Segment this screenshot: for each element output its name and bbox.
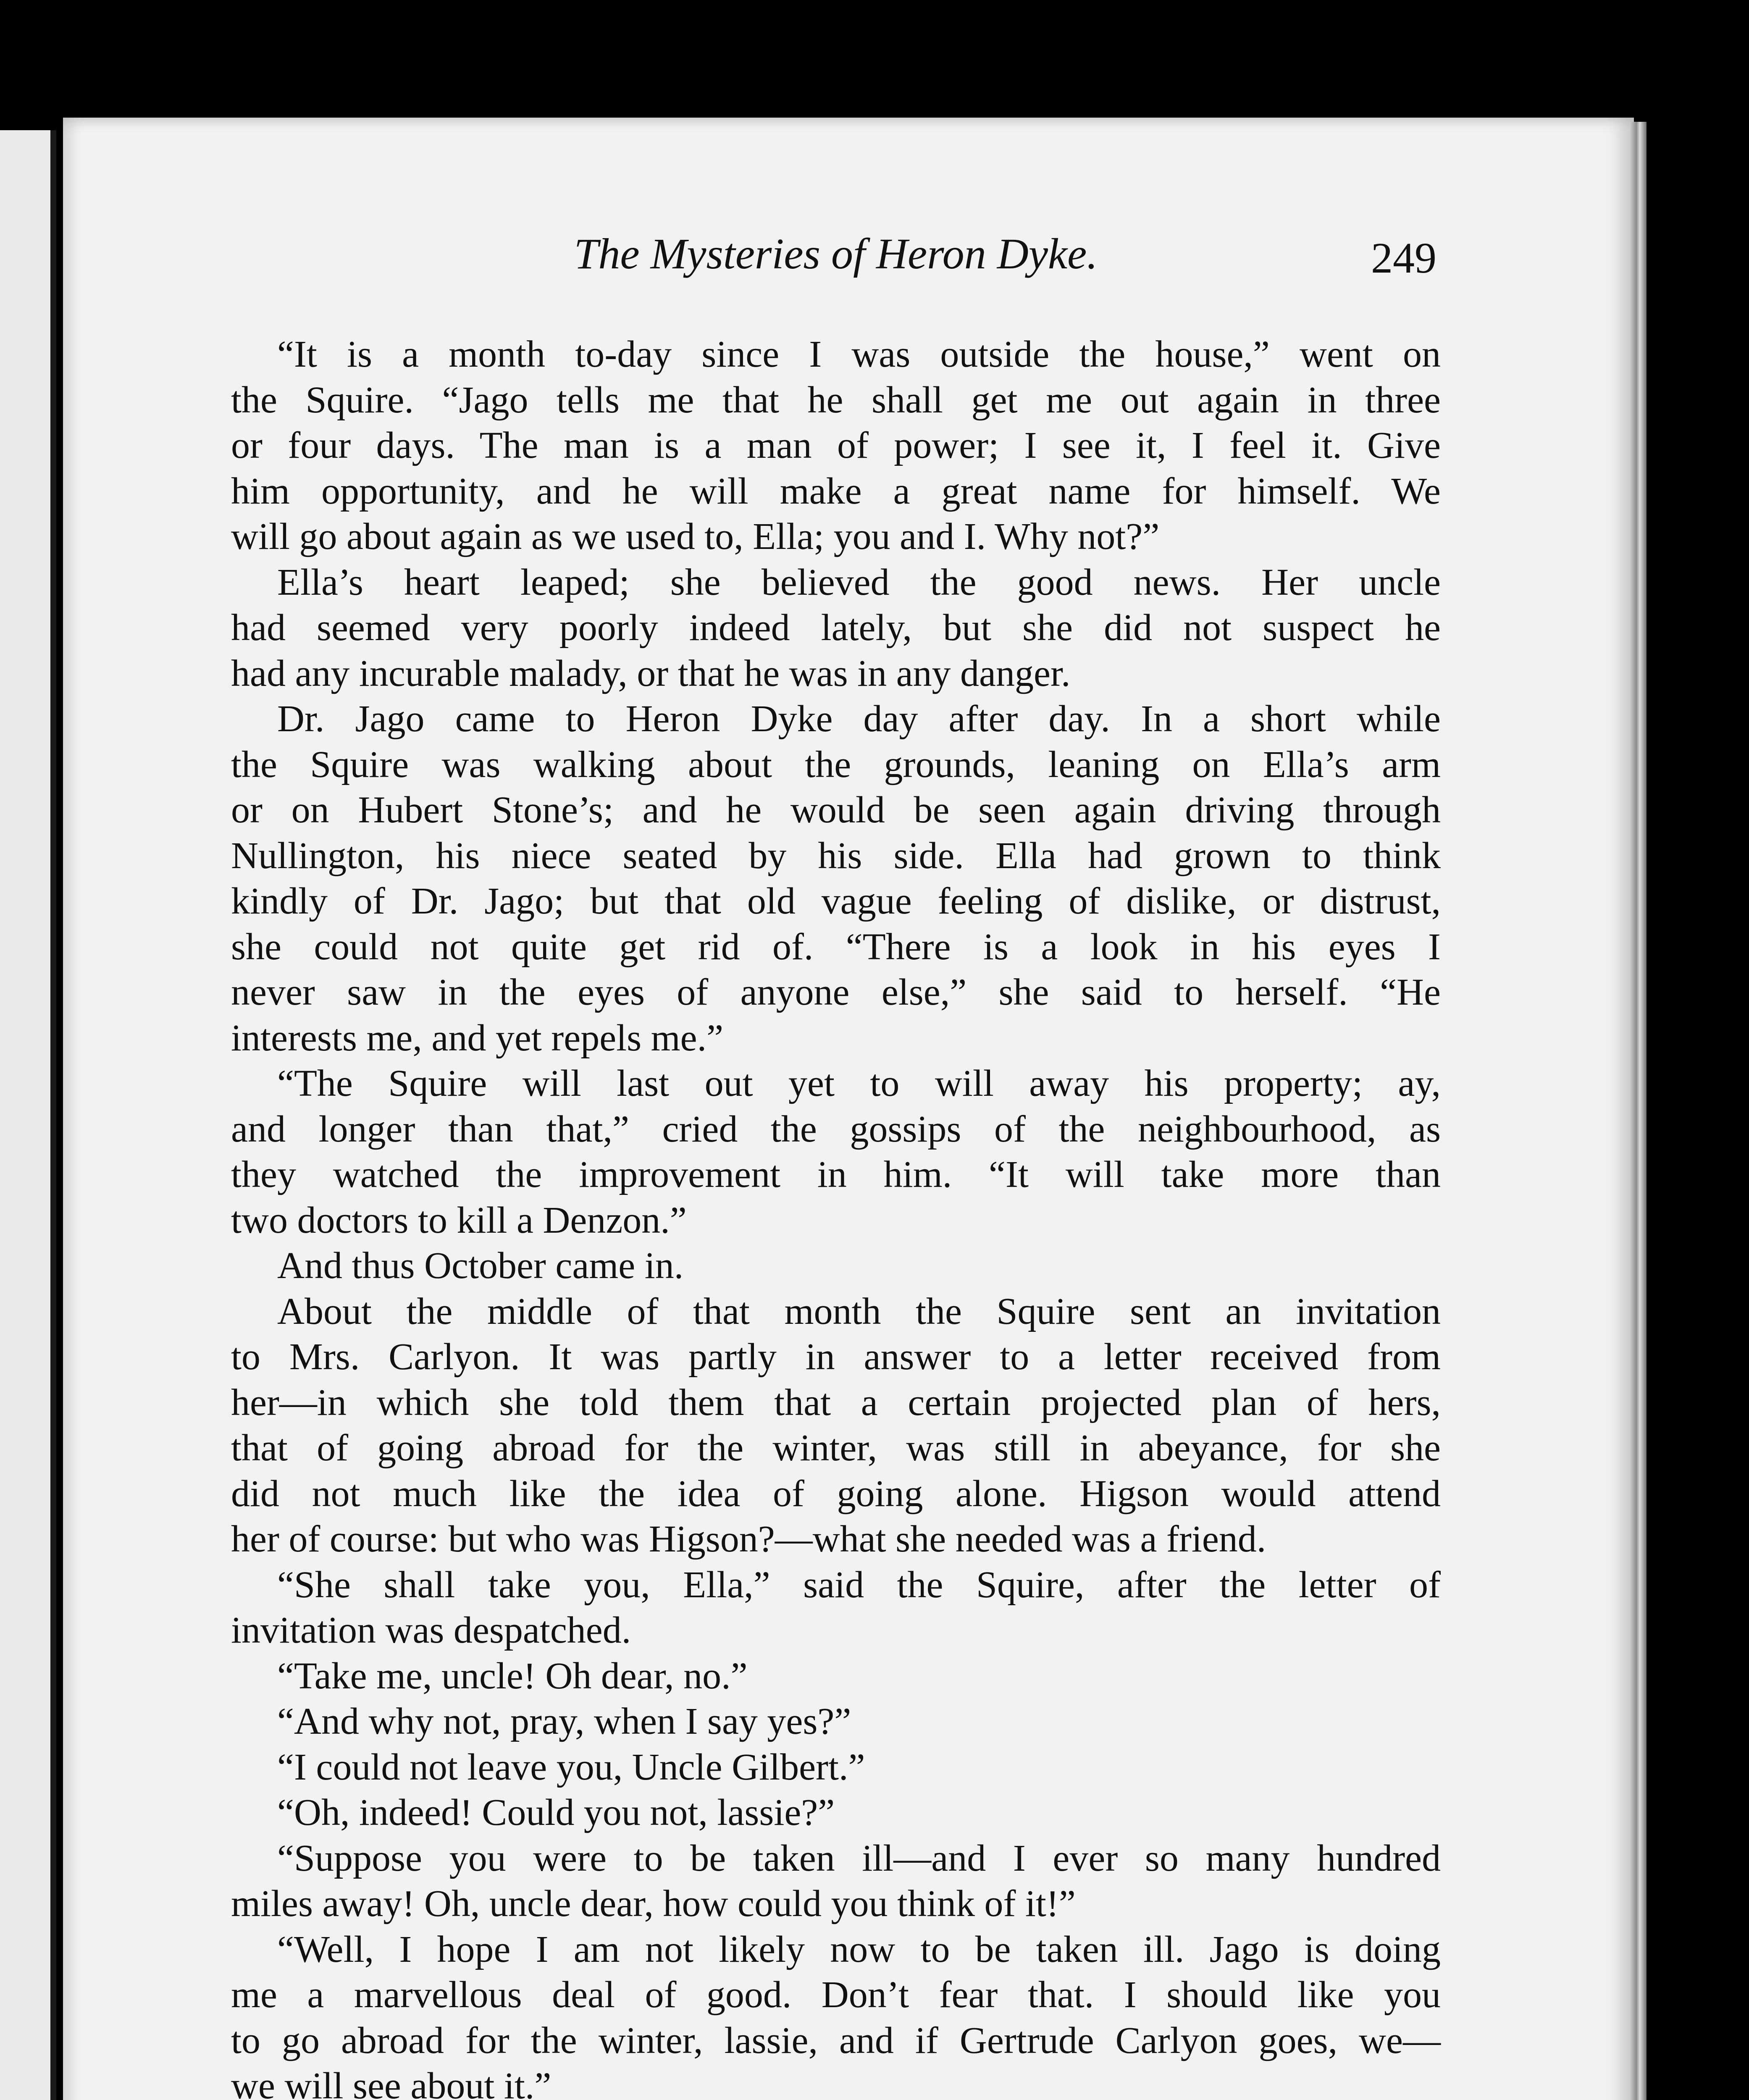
text-line: they watched the improvement in him. “It will take more than — [231, 1154, 1441, 1195]
running-title: The Mysteries of Heron Dyke. — [574, 230, 1098, 278]
text-line: or four days. The man is a man of power; I see it, I feel it. Give — [231, 425, 1441, 466]
text-line: to go abroad for the winter, lassie, and if Gertrude Carlyon goes, we— — [231, 2019, 1441, 2061]
text-line: Ella’s heart leaped; she believed the good news. Her uncle — [277, 561, 1441, 603]
facing-page-edge — [0, 130, 56, 2100]
text-line: invitation was despatched. — [231, 1609, 631, 1651]
text-line: that of going abroad for the winter, was still in abeyance, for she — [231, 1427, 1441, 1469]
page-edge-shadow — [1630, 122, 1647, 2100]
text-line: “It is a month to-day since I was outside the house,” went on — [277, 333, 1441, 375]
text-line: “Take me, uncle! Oh dear, no.” — [277, 1655, 748, 1697]
text-line: to Mrs. Carlyon. It was partly in answer to a letter received from — [231, 1336, 1441, 1378]
text-line: Dr. Jago came to Heron Dyke day after day. In a short while — [277, 698, 1441, 740]
text-line: two doctors to kill a Denzon.” — [231, 1199, 687, 1241]
text-line: never saw in the eyes of anyone else,” she said to herself. “He — [231, 971, 1441, 1013]
text-line: miles away! Oh, uncle dear, how could you think of it!” — [231, 1883, 1076, 1924]
text-line: had any incurable malady, or that he was in any danger. — [231, 652, 1071, 694]
text-line: she could not quite get rid of. “There is a look in his eyes I — [231, 926, 1441, 968]
page-number: 249 — [1371, 234, 1436, 282]
text-line: we will see about it.” — [231, 2065, 551, 2100]
text-line: “Suppose you were to be taken ill—and I ever so many hundred — [277, 1837, 1441, 1879]
text-line: had seemed very poorly indeed lately, but she did not suspect he — [231, 607, 1441, 648]
text-line: And thus October came in. — [277, 1245, 684, 1286]
text-line: the Squire. “Jago tells me that he shall get me out again in three — [231, 379, 1441, 421]
text-line: and longer than that,” cried the gossips of the neighbourhood, as — [231, 1108, 1441, 1150]
text-line: About the middle of that month the Squire sent an invitation — [277, 1290, 1441, 1332]
text-line: her—in which she told them that a certain projected plan of hers, — [231, 1381, 1441, 1423]
text-line: “She shall take you, Ella,” said the Squire, after the letter of — [277, 1564, 1441, 1606]
text-line: Nullington, his niece seated by his side. Ella had grown to think — [231, 835, 1441, 877]
text-line: kindly of Dr. Jago; but that old vague feeling of dislike, or distrust, — [231, 880, 1441, 922]
text-line: the Squire was walking about the grounds, leaning on Ella’s arm — [231, 743, 1441, 785]
text-line: me a marvellous deal of good. Don’t fear that. I should like you — [231, 1974, 1441, 2016]
text-line: “And why not, pray, when I say yes?” — [277, 1701, 851, 1742]
body-text — [231, 332, 1441, 2100]
text-line: did not much like the idea of going alone. Higson would attend — [231, 1473, 1441, 1515]
text-line: “The Squire will last out yet to will away his property; ay, — [277, 1063, 1441, 1104]
text-line: or on Hubert Stone’s; and he would be seen again driving through — [231, 789, 1441, 831]
text-line: him opportunity, and he will make a great name for himself. We — [231, 470, 1441, 512]
text-line: her of course: but who was Higson?—what she needed was a friend. — [231, 1518, 1266, 1560]
text-line: “Well, I hope I am not likely now to be taken ill. Jago is doing — [277, 1928, 1441, 1970]
text-line: “Oh, indeed! Could you not, lassie?” — [277, 1792, 835, 1833]
text-line: will go about again as we used to, Ella; you and I. Why not?” — [231, 516, 1160, 557]
text-line: interests me, and yet repels me.” — [231, 1017, 724, 1059]
text-line: “I could not leave you, Uncle Gilbert.” — [277, 1746, 865, 1788]
